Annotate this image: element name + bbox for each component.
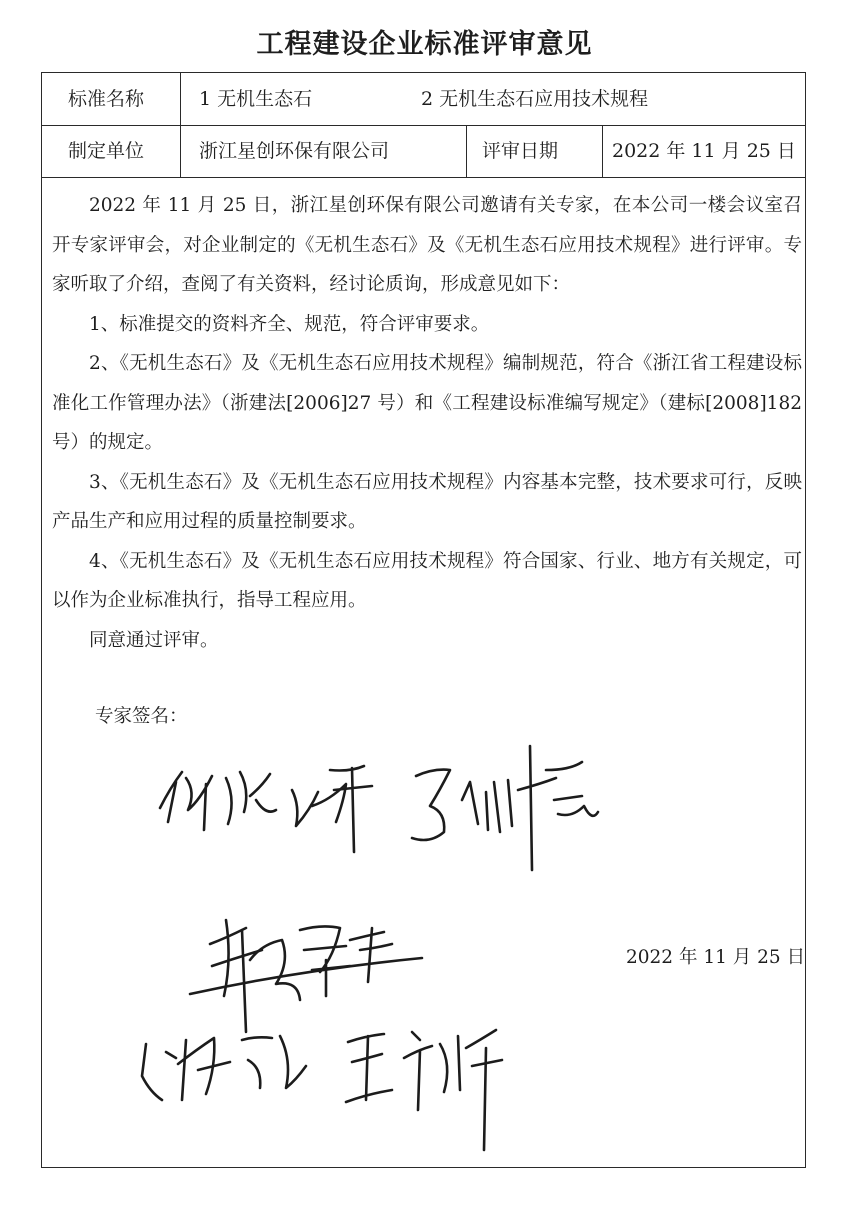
opinion-conclusion: 同意通过评审。 [89,629,219,651]
opinion-item-4: 4、《无机生态石》及《无机生态石应用技术规程》符合国家、行业、地方有关规定，可以作为企业标准执行，指导工程应用。 [52,550,802,611]
signature-date: 2022 年 11 月 25 日 [626,947,806,968]
signature-1 [160,766,372,852]
page-title: 工程建设企业标准评审意见 [256,29,593,60]
standard-name-2: 2 无机生态石应用技术规程 [421,88,649,110]
signature-3 [190,920,422,1032]
signature-2 [412,746,598,870]
opinion-item-3: 3、《无机生态石》及《无机生态石应用技术规程》内容基本完整，技术要求可行，反映产品生产和应用过程的质量控制要求。 [52,471,802,532]
standard-name-1: 1 无机生态石 [199,88,313,110]
review-date-label: 评审日期 [482,140,559,162]
unit-label: 制定单位 [68,140,145,162]
unit-value: 浙江星创环保有限公司 [199,140,390,162]
review-date-value: 2022 年 11 月 25 日 [612,140,796,162]
signature-4 [142,1036,306,1100]
opinion-intro: 2022 年 11 月 25 日，浙江星创环保有限公司邀请有关专家，在本公司一楼会议室召开专家评审会，对企业制定的《无机生态石》及《无机生态石应用技术规程》进行评审。专家听取了介绍，查阅了有关资料，经讨论质询，形成意见如下： [52,195,802,295]
opinion-item-2: 2、《无机生态石》及《无机生态石应用技术规程》编制规范，符合《浙江省工程建设标准化工作管理办法》（浙建法[2006]27 号）和《工程建设标准编写规定》（建标[2008]182 号）的规定。 [52,353,802,453]
standard-name-label: 标准名称 [68,88,145,110]
opinion-item-1: 1、标准提交的资料齐全、规范，符合评审要求。 [89,313,490,335]
signature-5 [346,1030,502,1150]
expert-signature-label: 专家签名： [95,706,188,727]
